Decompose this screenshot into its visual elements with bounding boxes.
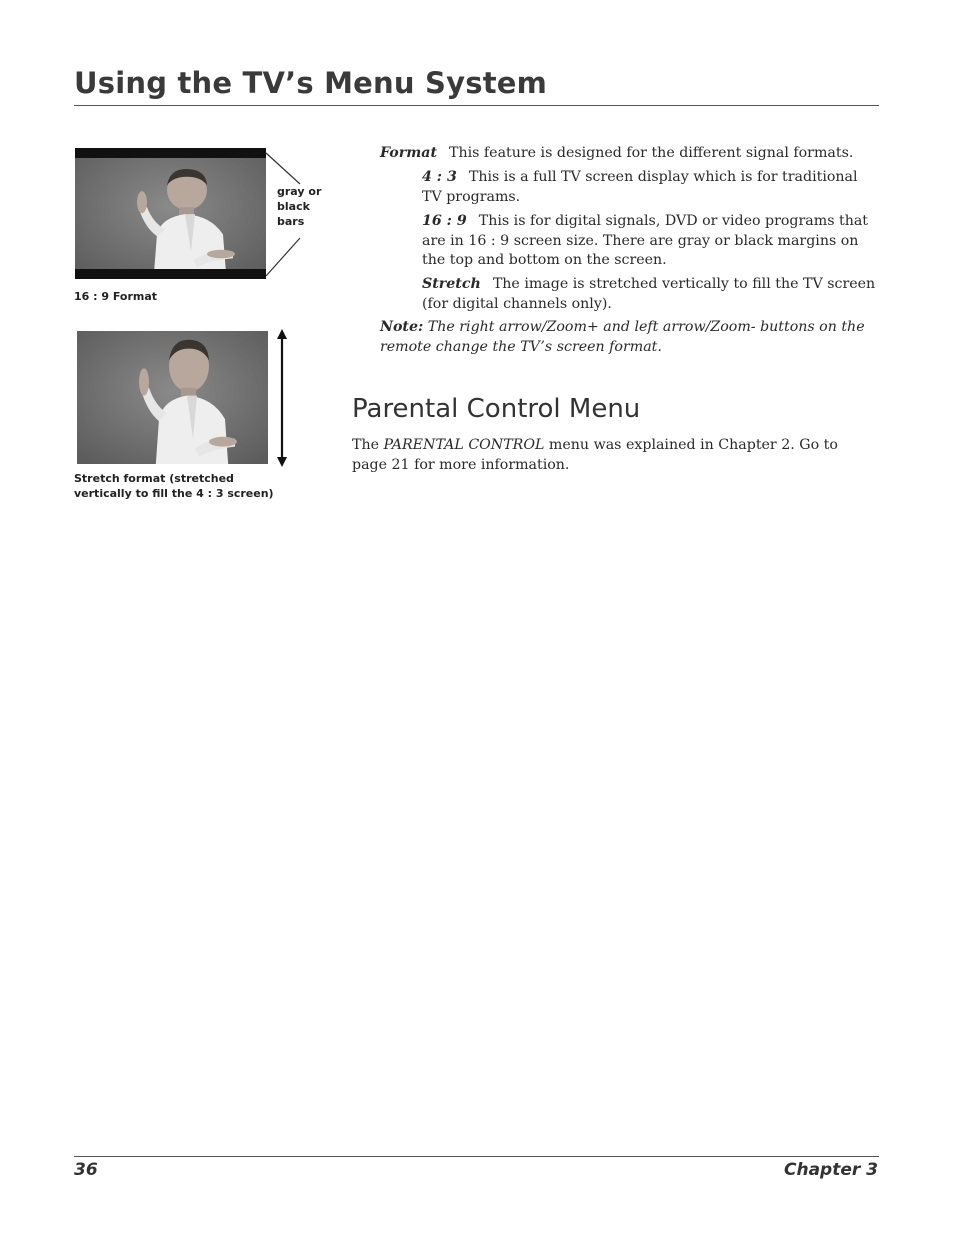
photo-169-format <box>75 148 266 279</box>
format-item-text: This is for digital signals, DVD or video programs that are in 16 : 9 screen size. There are gray or black margins on the top and bottom on the screen. <box>422 213 868 269</box>
footer-rule <box>74 1156 879 1157</box>
title-rule <box>74 105 879 106</box>
format-item-16-9 <box>422 212 880 271</box>
page-number: 36 <box>74 1160 98 1180</box>
format-term: Format <box>380 145 437 161</box>
stretch-vertical-arrow <box>274 329 290 467</box>
parental-control-paragraph <box>352 436 877 475</box>
photo-stretch-format <box>77 331 268 464</box>
page-title: Using the TV’s Menu System <box>74 66 548 100</box>
note-text: The right arrow/Zoom+ and left arrow/Zoom- buttons on the remote change the TV’s screen format. <box>380 319 865 355</box>
note-label: Note: <box>380 319 424 335</box>
format-item-term: 16 : 9 <box>422 213 467 229</box>
format-item-text: This is a full TV screen display which is for traditional TV programs. <box>422 169 858 205</box>
format-item-stretch <box>422 275 880 314</box>
parental-control-heading: Parental Control Menu <box>352 394 641 424</box>
format-item-term: 4 : 3 <box>422 169 457 185</box>
format-item-term: Stretch <box>422 276 481 292</box>
format-item-4-3 <box>422 168 880 207</box>
format-text: This feature is designed for the different signal formats. <box>449 145 854 161</box>
parental-text-after: menu was explained in Chapter 2. Go to page 21 for more information. <box>352 437 838 473</box>
parental-text-before: The <box>352 437 384 453</box>
format-paragraph <box>380 144 880 164</box>
format-item-text: The image is stretched vertically to fill the TV screen (for digital channels only). <box>422 276 876 312</box>
chapter-label: Chapter 3 <box>783 1160 878 1180</box>
caption-stretch-format: Stretch format (stretched vertically to fill the 4 : 3 screen) <box>74 472 274 500</box>
parental-menu-name: PARENTAL CONTROL <box>383 437 545 453</box>
bars-label: gray or black bars <box>277 185 322 228</box>
caption-169-format: 16 : 9 Format <box>74 290 158 303</box>
format-note <box>380 318 880 357</box>
